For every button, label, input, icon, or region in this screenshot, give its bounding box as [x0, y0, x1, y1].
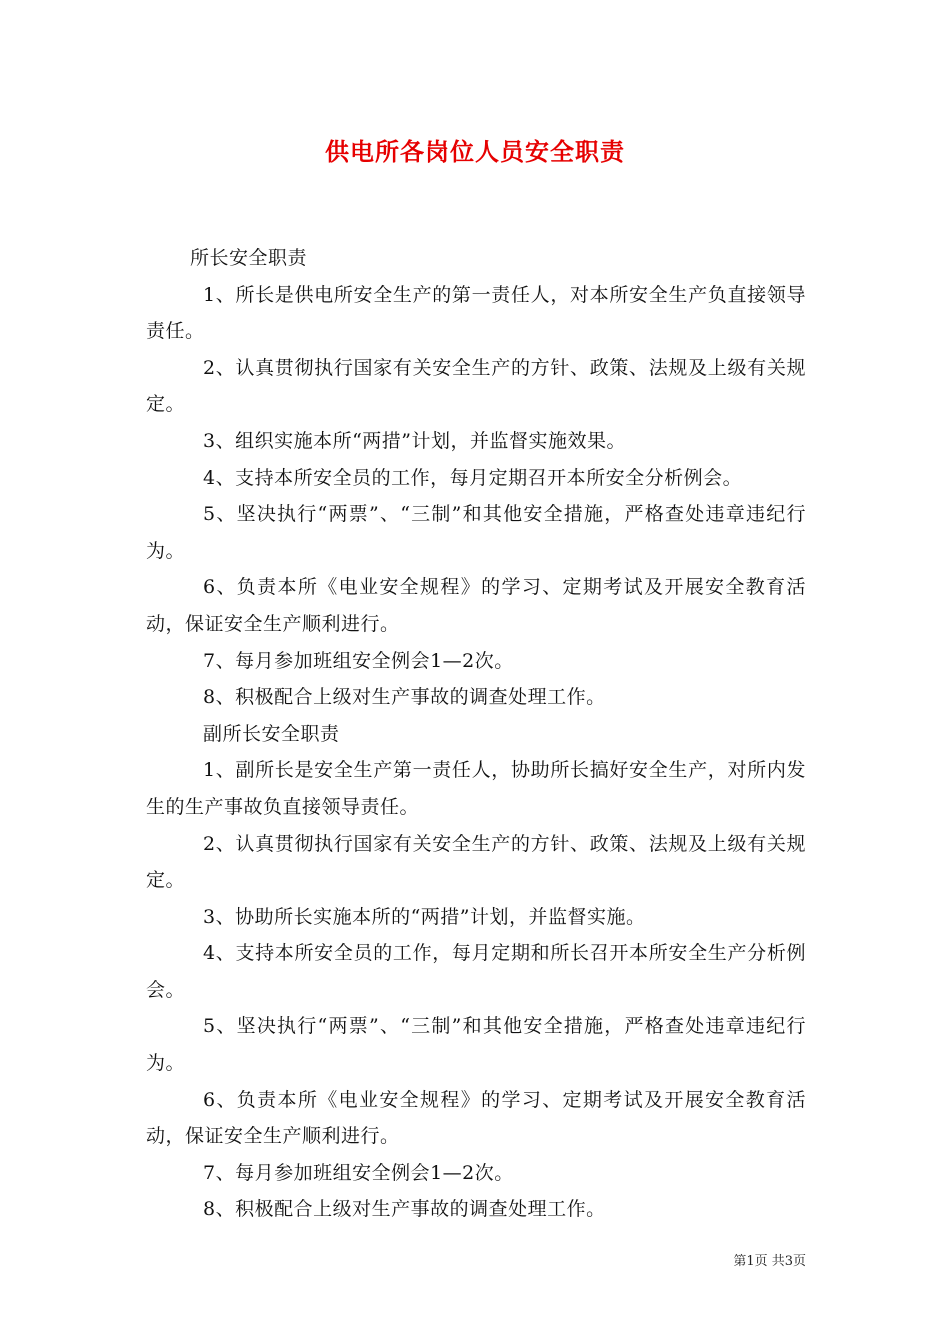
- list-item: 7、每月参加班组安全例会1—2次。: [203, 649, 514, 672]
- list-item: 3、协助所长实施本所的“两措”计划，并监督实施。: [203, 905, 646, 928]
- document-body: [146, 240, 806, 1228]
- list-item: 2、认真贯彻执行国家有关安全生产的方针、政策、法规及上级有关规定。: [146, 356, 806, 416]
- list-item: 3、组织实施本所“两措”计划，并监督实施效果。: [203, 429, 627, 452]
- list-item: 1、所长是供电所安全生产的第一责任人，对本所安全生产负直接领导责任。: [146, 283, 806, 343]
- list-item: 4、支持本所安全员的工作，每月定期召开本所安全分析例会。: [203, 466, 743, 489]
- section-heading: 所长安全职责: [190, 247, 308, 269]
- document-title: 供电所各岗位人员安全职责: [325, 137, 625, 166]
- list-item: 2、认真贯彻执行国家有关安全生产的方针、政策、法规及上级有关规定。: [146, 832, 806, 892]
- list-item: 1、副所长是安全生产第一责任人，协助所长搞好安全生产，对所内发生的生产事故负直接领导责任。: [146, 759, 806, 818]
- list-item: 5、坚决执行“两票”、“三制”和其他安全措施，严格查处违章违纪行为。: [146, 503, 806, 562]
- list-item: 5、坚决执行“两票”、“三制”和其他安全措施，严格查处违章违纪行为。: [146, 1015, 806, 1075]
- section-heading: 副所长安全职责: [203, 722, 340, 745]
- list-item: 6、负责本所《电业安全规程》的学习、定期考试及开展安全教育活动，保证安全生产顺利进行。: [146, 1088, 806, 1148]
- list-item: 8、积极配合上级对生产事故的调查处理工作。: [203, 686, 606, 709]
- list-item: 7、每月参加班组安全例会1—2次。: [203, 1161, 514, 1184]
- list-item: 4、支持本所安全员的工作，每月定期和所长召开本所安全生产分析例会。: [146, 942, 806, 1001]
- list-item: 8、积极配合上级对生产事故的调查处理工作。: [203, 1198, 606, 1221]
- list-item: 6、负责本所《电业安全规程》的学习、定期考试及开展安全教育活动，保证安全生产顺利进行。: [146, 576, 806, 635]
- page-number: 第1页 共3页: [733, 1254, 806, 1269]
